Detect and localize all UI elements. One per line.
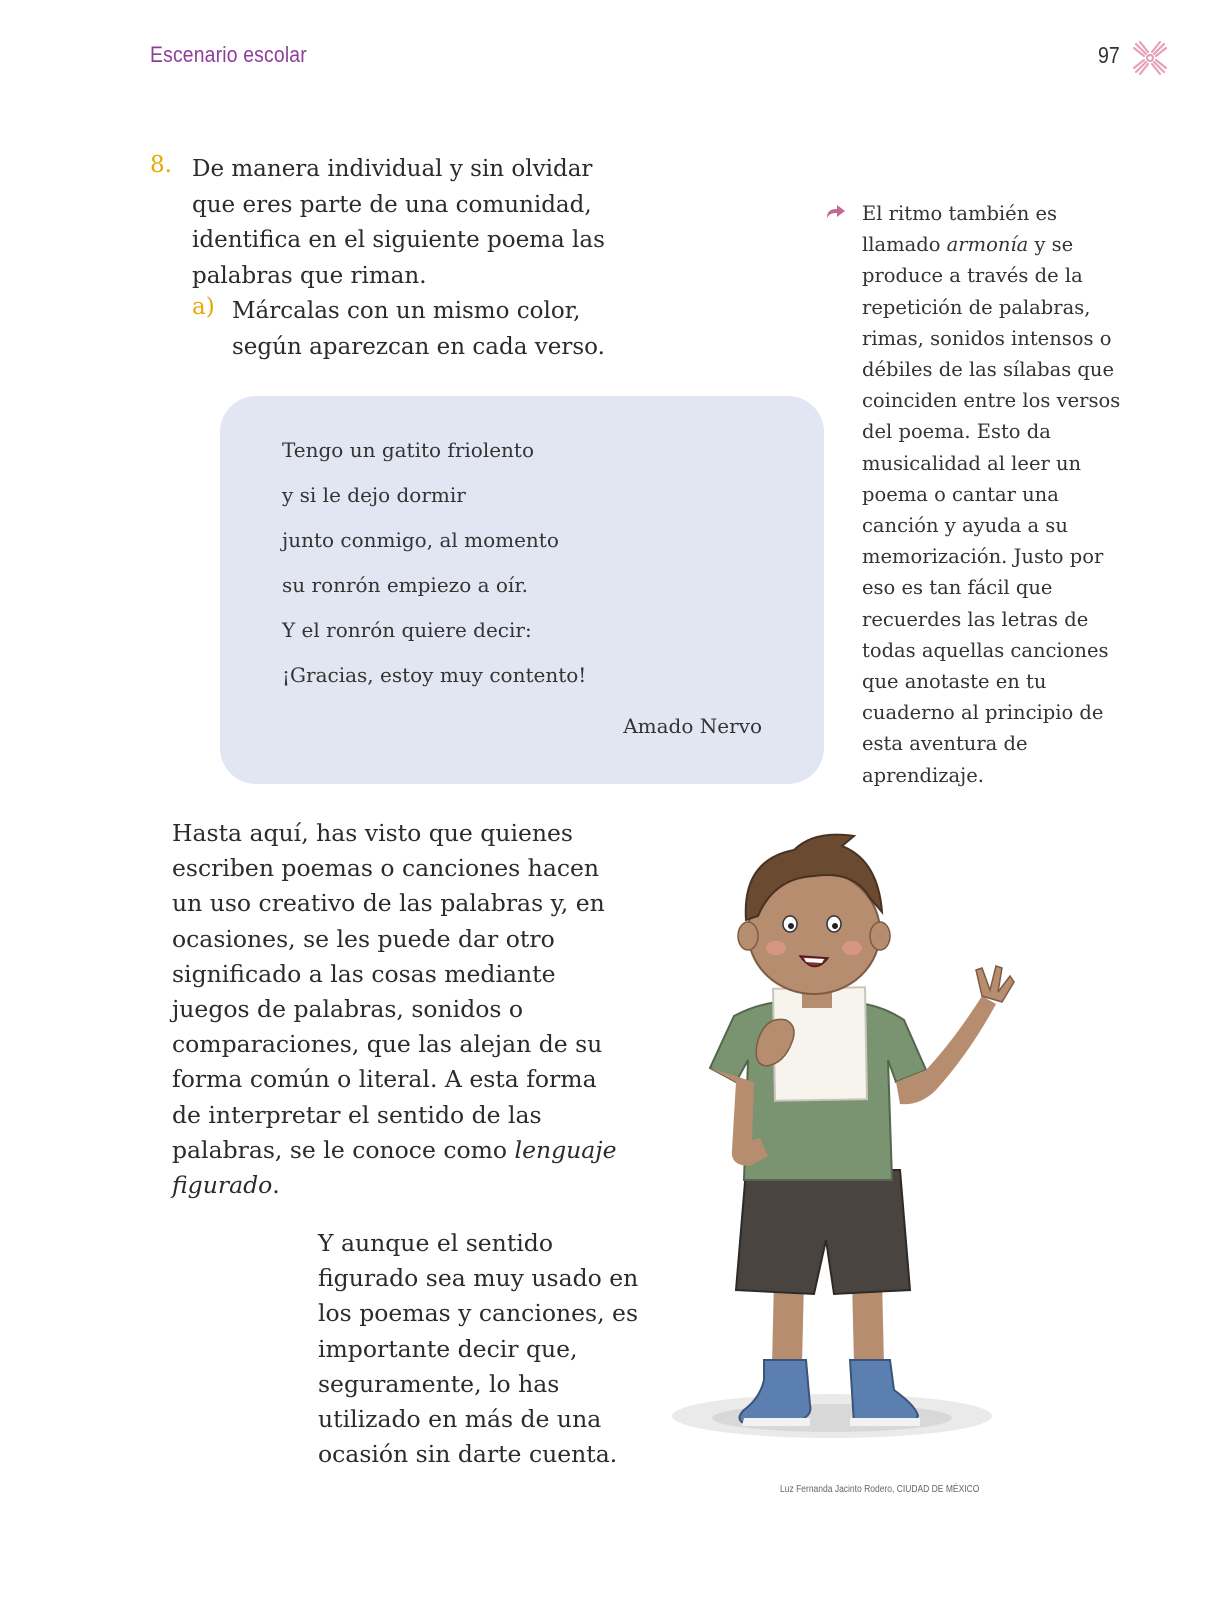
poem-line: Tengo un gatito friolento [282,438,535,462]
activity-number: 8. [150,152,172,178]
boy-reading-illustration [664,820,1024,1460]
poem-line: su ronrón empiezo a oír. [282,573,529,597]
activity-instruction: De manera individual y sin olvidar que eres parte de una comunidad, identifica en el siguiente poema las palabras que riman. [192,156,605,289]
poem-line: junto conmigo, al momento [282,528,559,552]
subitem-letter: a) [192,294,215,320]
illustration-credit: Luz Fernanda Jacinto Rodero, CIUDAD DE MÉXICO [780,1484,980,1495]
body-paragraph-1 [172,816,632,1203]
sidenote-text [862,198,1130,791]
subitem-instruction: Márcalas con un mismo color, según aparezcan en cada verso. [232,298,605,360]
sidenote-text-end: y se produce a través de la repetición de palabras, rimas, sonidos intensos o débiles de las sílabas que coinciden entre los versos del poema. Esto da musicalidad al leer un poema o cantar una canción y ayuda a su memorización. Justo por eso es tan fácil que recuerdes las letras de todas aquellas canciones que anotaste en tu cuaderno al principio de esta aventura de aprendizaje. [862,233,1121,787]
poem-line: Y el ronrón quiere decir: [282,618,532,642]
sun-pattern-icon [1130,38,1170,78]
paragraph-emphasis: lenguaje figurado [172,1135,617,1200]
poem-line: y si le dejo dormir [282,483,466,507]
sidenote-emphasis: armonía [946,233,1029,257]
poem-author: Amado Nervo [623,714,762,738]
poem-box [220,396,824,784]
sidenote-text-start: El ritmo también es llamado [862,202,1058,257]
section-title: Escenario escolar [150,42,307,67]
paragraph-end: . [272,1171,280,1200]
page-number: 97 [1098,42,1120,68]
body-paragraph-2: Y aunque el sentido figurado sea muy usado en los poemas y canciones, es importante decir que, seguramente, lo has utilizado en más de una ocasión sin darte cuenta. [318,1229,639,1469]
paragraph-text: Hasta aquí, has visto que quienes escriben poemas o canciones hacen un uso creativo de las palabras y, en ocasiones, se les puede dar otro significado a las cosas mediante juegos de palabras, sonidos o comparaciones, que las alejan de su forma común o literal. A esta forma de interpretar el sentido de las palabras, se le conoce como [172,819,605,1164]
arrow-right-icon [826,203,846,219]
poem-line: ¡Gracias, estoy muy contento! [282,663,587,687]
